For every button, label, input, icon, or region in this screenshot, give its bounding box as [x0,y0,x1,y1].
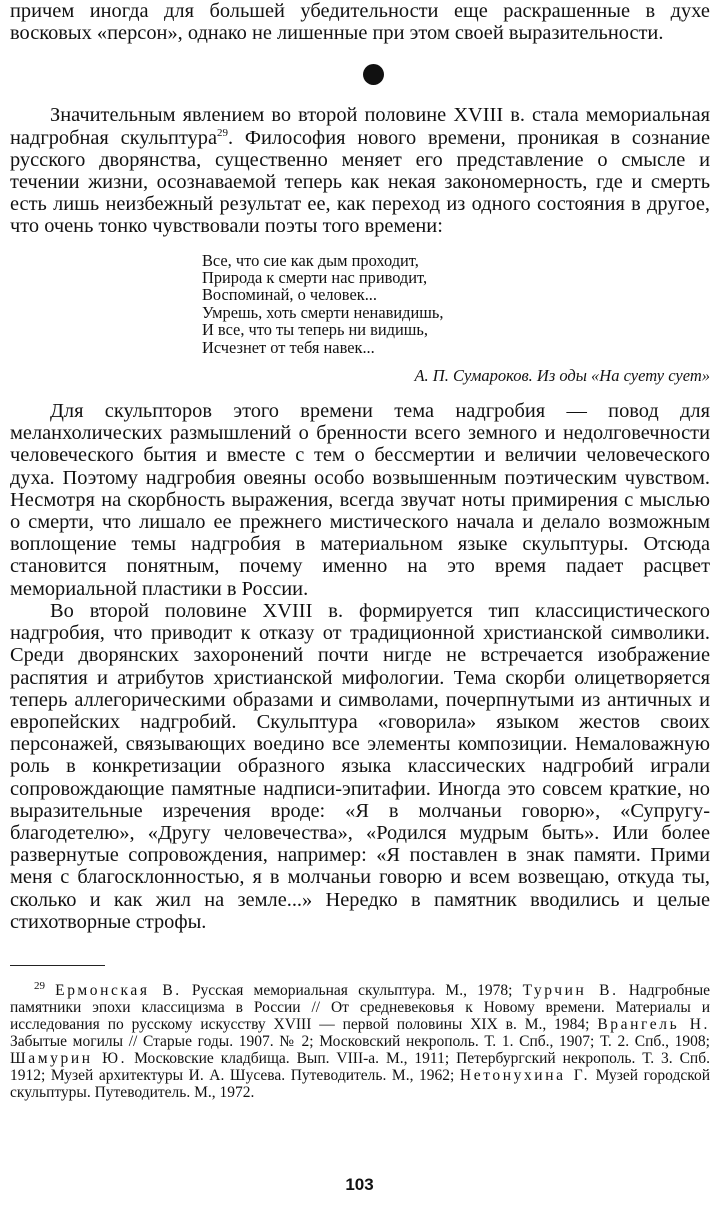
poem-line: И все, что ты теперь ни видишь, [202,320,428,340]
footnote-part: Врангель Н. [597,1015,710,1033]
footnote-part: Надгробные памятники эпохи классицизма в России // От средневековья к Новому времени. Материалы и исследования по русскому искусству XVIII — первой половины XIX в. М., 1984; [10,981,711,1033]
poem-line: Исчезнет от тебя навек... [202,337,375,357]
footnote-part: Турчин В. [522,981,619,999]
footnote-part: Московские кладбища. Вып. VIII-а. М., 1911; Петербургский некрополь. Т. 3. Спб. 1912; Музей архитектуры И. А. Шусева. Путеводитель. М., 1962; [10,1049,710,1084]
section-divider [10,44,710,104]
footnote-part: Русская мемориальная скульптура. М., 1978; [181,981,523,999]
poem-attribution: А. П. Сумароков. Из оды «На суету сует» [414,366,710,386]
footnote [10,979,711,1101]
body-paragraph: Во второй половине XVIII в. формируется тип классицистического надгробия, что приводит к отказу от традиционной христианской символики. Среди дворянских захоронений почти нигде не встречается изображение распятия и атрибутов христианской мифологии. Тема скорби олицетворяется теперь аллегорическими образами и символами, почерпнутыми из античных и европейских надгробий. Скульптура «говорила» языком жестов своих персонажей, связывающих воедино все элементы композиции. Немаловажную роль в конкретизации образного языка классических надгробий играли сопровождающие памятные надписи-эпитафии. Иногда это совсем краткие, но выразительные изречения вроде: «Я в молчаньи говорю», «Супругу-благодетелю», «Другу человечества», «Родился мудрым быть». Или более развернутые сопровождения, например: «Я поставлен в знак памяти. Прими меня с благосклонностью, я в молчаньи говорю и всем возвещаю, откуда ты, сколько и как жил на земле...» Нередко в памятник вводились и целые стихотворные строфы. [10,599,710,933]
footnote-number: 29 [34,979,45,992]
footnote-separator [10,965,105,966]
poem-quote [202,252,710,356]
poem-line: Все, что сие как дым проходит, [202,250,419,270]
book-page [10,0,710,1101]
poem-line: Воспоминай, о человек... [202,285,377,305]
footnote-part: Ермонская В. [55,981,182,999]
section-bullet-icon [363,64,384,85]
poem-line: Умрешь, хоть смерти ненавидишь, [202,302,444,322]
body-paragraph: Для скульпторов этого времени тема надгробия — повод для меланхолических размышлений о бренности всего земного и недолговечности человеческого бытия и вместе с тем о бессмертии и величии человеческого духа. Поэтому надгробия овеяны особо возвышенным поэтическим чувством. Несмотря на скорбность выражения, всегда звучат ноты примирения с мыслью о смерти, что лишало ее прежнего мистического начала и делало возможным воплощение темы надгробия в материальном языке скульптуры. Отсюда становится понятным, почему именно на это время падает расцвет мемориальной пластики в России. [10,400,710,600]
page-number: 103 [345,1175,374,1194]
footnote-part: Забытые могилы // Старые годы. 1907. № 2; Московский некрополь. Т. 1. Спб., 1907; Т. 2. Спб., 1908; [10,1032,710,1050]
intro-text-end: . Философия нового времени, проникая в сознание русского дворянства, существенно меняет его представление о смысле и течении жизни, осознаваемой теперь как некая закономерность, где и смерть есть лишь неизбежный результат ее, как переход из одного состояния в другое, что очень тонко чувствовали поэты того времени: [10,126,710,238]
top-paragraph: причем иногда для большей убедительности еще раскрашенные в духе восковых «персон», однако не лишенные при этом своей выразительности. [10,0,710,45]
intro-paragraph [10,104,710,237]
footnote-part: Нетонухина Г. [459,1066,591,1084]
poem-line: Природа к смерти нас приводит, [202,268,428,288]
intro-text-start: Значительным явлением во второй половине XVIII в. стала мемориальная надгробная скульптура [10,104,710,149]
footnote-reference[interactable]: 29 [217,126,229,139]
footnote-part: Шамурин Ю. [10,1049,128,1067]
footnote-part: Музей городской скульптуры. Путеводитель. М., 1972. [10,1066,710,1101]
